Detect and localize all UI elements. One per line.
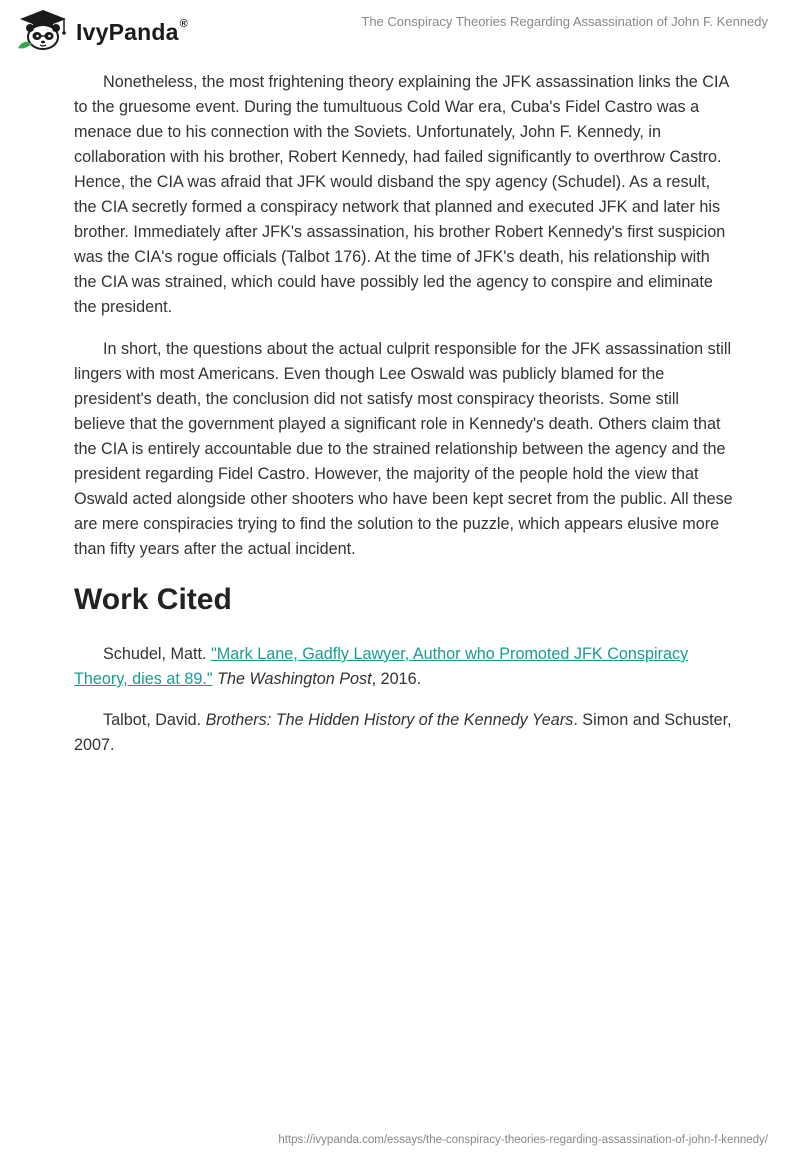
- registered-mark: ®: [179, 17, 188, 30]
- page-url: https://ivypanda.com/essays/the-conspiracy-theories-regarding-assassination-of-john-f-kennedy/: [278, 1134, 768, 1146]
- citation-author: Talbot, David.: [103, 711, 202, 729]
- citation-author: Schudel, Matt.: [103, 645, 207, 663]
- page-header: [0, 0, 800, 60]
- logo-wordmark: IvyPanda®: [76, 17, 188, 45]
- citation-entry: [74, 642, 734, 692]
- document-title: The Conspiracy Theories Regarding Assassination of John F. Kennedy: [361, 14, 768, 29]
- citation-title: Brothers: The Hidden History of the Kennedy Years: [205, 711, 574, 729]
- citation-year: , 2016.: [371, 670, 422, 688]
- works-cited-heading: Work Cited: [74, 583, 232, 616]
- citation-entry: [74, 708, 734, 758]
- citation-source: The Washington Post: [217, 670, 372, 688]
- paragraph: Nonetheless, the most frightening theory explaining the JFK assassination links the CIA to the gruesome event. During the tumultuous Cold War era, Cuba's Fidel Castro was a menace due to his connection with the Soviets. Unfortunately, John F. Kennedy, in collaboration with his brother, Robert Kennedy, had failed significantly to overthrow Castro. Hence, the CIA was afraid that JFK would disband the spy agency (Schudel). As a result, the CIA secretly formed a conspiracy network that planned and executed JFK and later his brother. Immediately after JFK's assassination, his brother Robert Kennedy's first suspicion was the CIA's rogue officials (Talbot 176). At the time of JFK's death, his relationship with the CIA was strained, which could have possibly led the agency to conspire and eliminate the president.: [74, 73, 729, 316]
- paragraph: In short, the questions about the actual culprit responsible for the JFK assassination still lingers with most Americans. Even though Lee Oswald was publicly blamed for the president's death, the conclusion did not satisfy most conspiracy theorists. Some still believe that the government played a significant role in Kennedy's death. Others claim that the CIA is entirely accountable due to the strained relationship between the agency and the president regarding Fidel Castro. However, the majority of the people hold the view that Oswald acted alongside other shooters who have been kept secret from the public. All these are mere conspiracies trying to find the solution to the puzzle, which appears elusive more than fifty years after the actual incident.: [74, 340, 733, 558]
- panda-graduate-icon: [14, 8, 72, 52]
- essay-body: [74, 70, 734, 774]
- ivypanda-logo[interactable]: [14, 8, 188, 52]
- citation-publisher: . Simon and Schuster, 2007.: [74, 711, 732, 754]
- citation-link[interactable]: "Mark Lane, Gadfly Lawyer, Author who Promoted JFK Conspiracy Theory, dies at 89.": [74, 645, 689, 688]
